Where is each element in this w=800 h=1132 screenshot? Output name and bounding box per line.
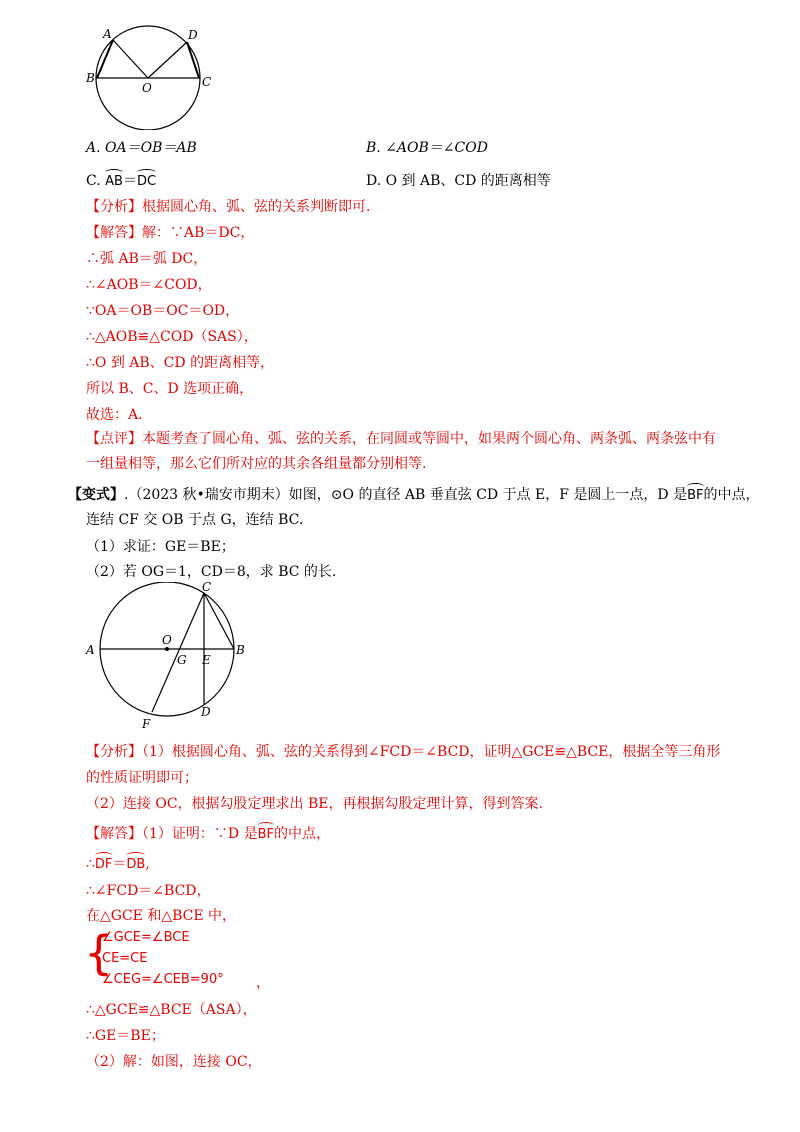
label-c: C (202, 582, 212, 594)
system-line-2: CE=CE (102, 951, 148, 966)
answer-text-end: 的中点， (274, 826, 330, 842)
variant-text-end: 的中点， (703, 487, 760, 503)
label-e: E (202, 653, 211, 667)
arc-db: DB (126, 857, 146, 872)
label-b: B (86, 71, 95, 85)
answer-line: ∴△AOB≌△COD（SAS）， (86, 329, 258, 345)
variant-line-2: 连结 CF 交 OB 于点 G，连结 BC. (86, 512, 304, 528)
answer-tag: 【解答】 (86, 225, 142, 241)
arc-dc: DC (136, 174, 157, 189)
analysis-text-3: （2）连接 OC，根据勾股定理求出 BE，再根据勾股定理计算，得到答案. (86, 796, 543, 812)
variant-tag: 【变式】 (68, 487, 124, 503)
answer-line: 故选：A. (86, 407, 143, 423)
comma: , (145, 856, 150, 872)
analysis-text: （1）根据圆心角、弧、弦的关系得到∠FCD＝∠BCD，证明△GCE≌△BCE，根据全等三角形 (142, 744, 721, 760)
answer-line: 在△GCE 和△BCE 中， (86, 908, 237, 924)
label-g: G (177, 653, 187, 667)
label-a: A (103, 27, 112, 41)
answer-line: ∵OA＝OB＝OC＝OD， (86, 303, 240, 319)
label-c: C (202, 75, 212, 89)
arc-bf: BF (257, 827, 274, 842)
answer-line: 解：∵AB＝DC， (142, 225, 255, 241)
label-b: B (236, 643, 245, 657)
left-brace: { (84, 926, 114, 980)
option-c-eq: ＝ (122, 173, 137, 189)
analysis-1 (86, 196, 370, 216)
label-d: D (201, 705, 211, 719)
answer-line: ∴O 到 AB、CD 的距离相等， (86, 355, 275, 371)
comment-text-2: 一组量相等，那么它们所对应的其余各组量都分别相等. (86, 456, 427, 472)
variant-text: .（2023 秋•瑞安市期末）如图，⊙O 的直径 AB 垂直弦 CD 于点 E，F 是圆上一点，D 是 (124, 487, 688, 503)
answer-line: ∴∠FCD＝∠BCD， (86, 883, 211, 899)
arc-bf: BF (687, 488, 704, 503)
therefore: ∴ (86, 856, 95, 872)
answer-line: ∴∠AOB＝∠COD， (86, 277, 212, 293)
arc-df: DF (94, 857, 113, 872)
answer-tag: 【解答】 (86, 826, 142, 842)
label-f: F (142, 717, 151, 731)
label-d: D (188, 28, 198, 42)
figure-circle-abcdefgo (82, 582, 252, 734)
answer-line: （2）解：如图，连接 OC， (86, 1054, 262, 1070)
answer-line: ∴弧 AB＝弧 DC， (86, 251, 208, 267)
answer-1 (86, 222, 254, 242)
label-o: O (162, 633, 172, 647)
label-a: A (86, 643, 95, 657)
arc-ab: AB (105, 174, 123, 189)
analysis-text-2: 的性质证明即可； (86, 770, 198, 786)
comment-1 (86, 428, 716, 448)
variant-line-1 (68, 484, 760, 504)
question-2: （2）若 OG＝1，CD＝8，求 BC 的长. (86, 564, 337, 580)
answer-line: ∴GE＝BE； (86, 1028, 165, 1044)
option-c-prefix: C. (86, 173, 101, 189)
answer-line: 所以 B、C、D 选项正确， (86, 381, 254, 397)
answer-text: （1）证明：∵D 是 (142, 826, 258, 842)
system-end: ， (256, 975, 270, 991)
analysis-2 (86, 741, 720, 761)
answer-2 (86, 823, 330, 843)
option-c (86, 170, 156, 190)
analysis-tag: 【分析】 (86, 199, 142, 215)
option-a: A. OA＝OB＝AB (86, 140, 197, 156)
analysis-text: 根据圆心角、弧、弦的关系判断即可. (142, 199, 371, 215)
option-d: D. O 到 AB、CD 的距离相等 (366, 173, 551, 189)
answer-line: ∴△GCE≌△BCE（ASA）， (86, 1002, 257, 1018)
label-o: O (142, 81, 152, 95)
comment-tag: 【点评】 (86, 431, 142, 447)
system-line-1: ∠GCE=∠BCE (102, 930, 190, 945)
analysis-tag: 【分析】 (86, 744, 142, 760)
answer-arc-line (86, 853, 150, 873)
question-1: （1）求证：GE＝BE； (86, 539, 235, 555)
equals: ＝ (112, 856, 127, 872)
comment-text: 本题考查了圆心角、弧、弦的关系，在同圆或等圆中，如果两个圆心角、两条弧、两条弦中有 (142, 431, 716, 447)
option-b: B. ∠AOB＝∠COD (366, 140, 488, 156)
system-line-3: ∠CEG=∠CEB=90° (102, 972, 224, 987)
figure-circle-aobcd (80, 20, 220, 130)
system-lines (102, 929, 224, 989)
